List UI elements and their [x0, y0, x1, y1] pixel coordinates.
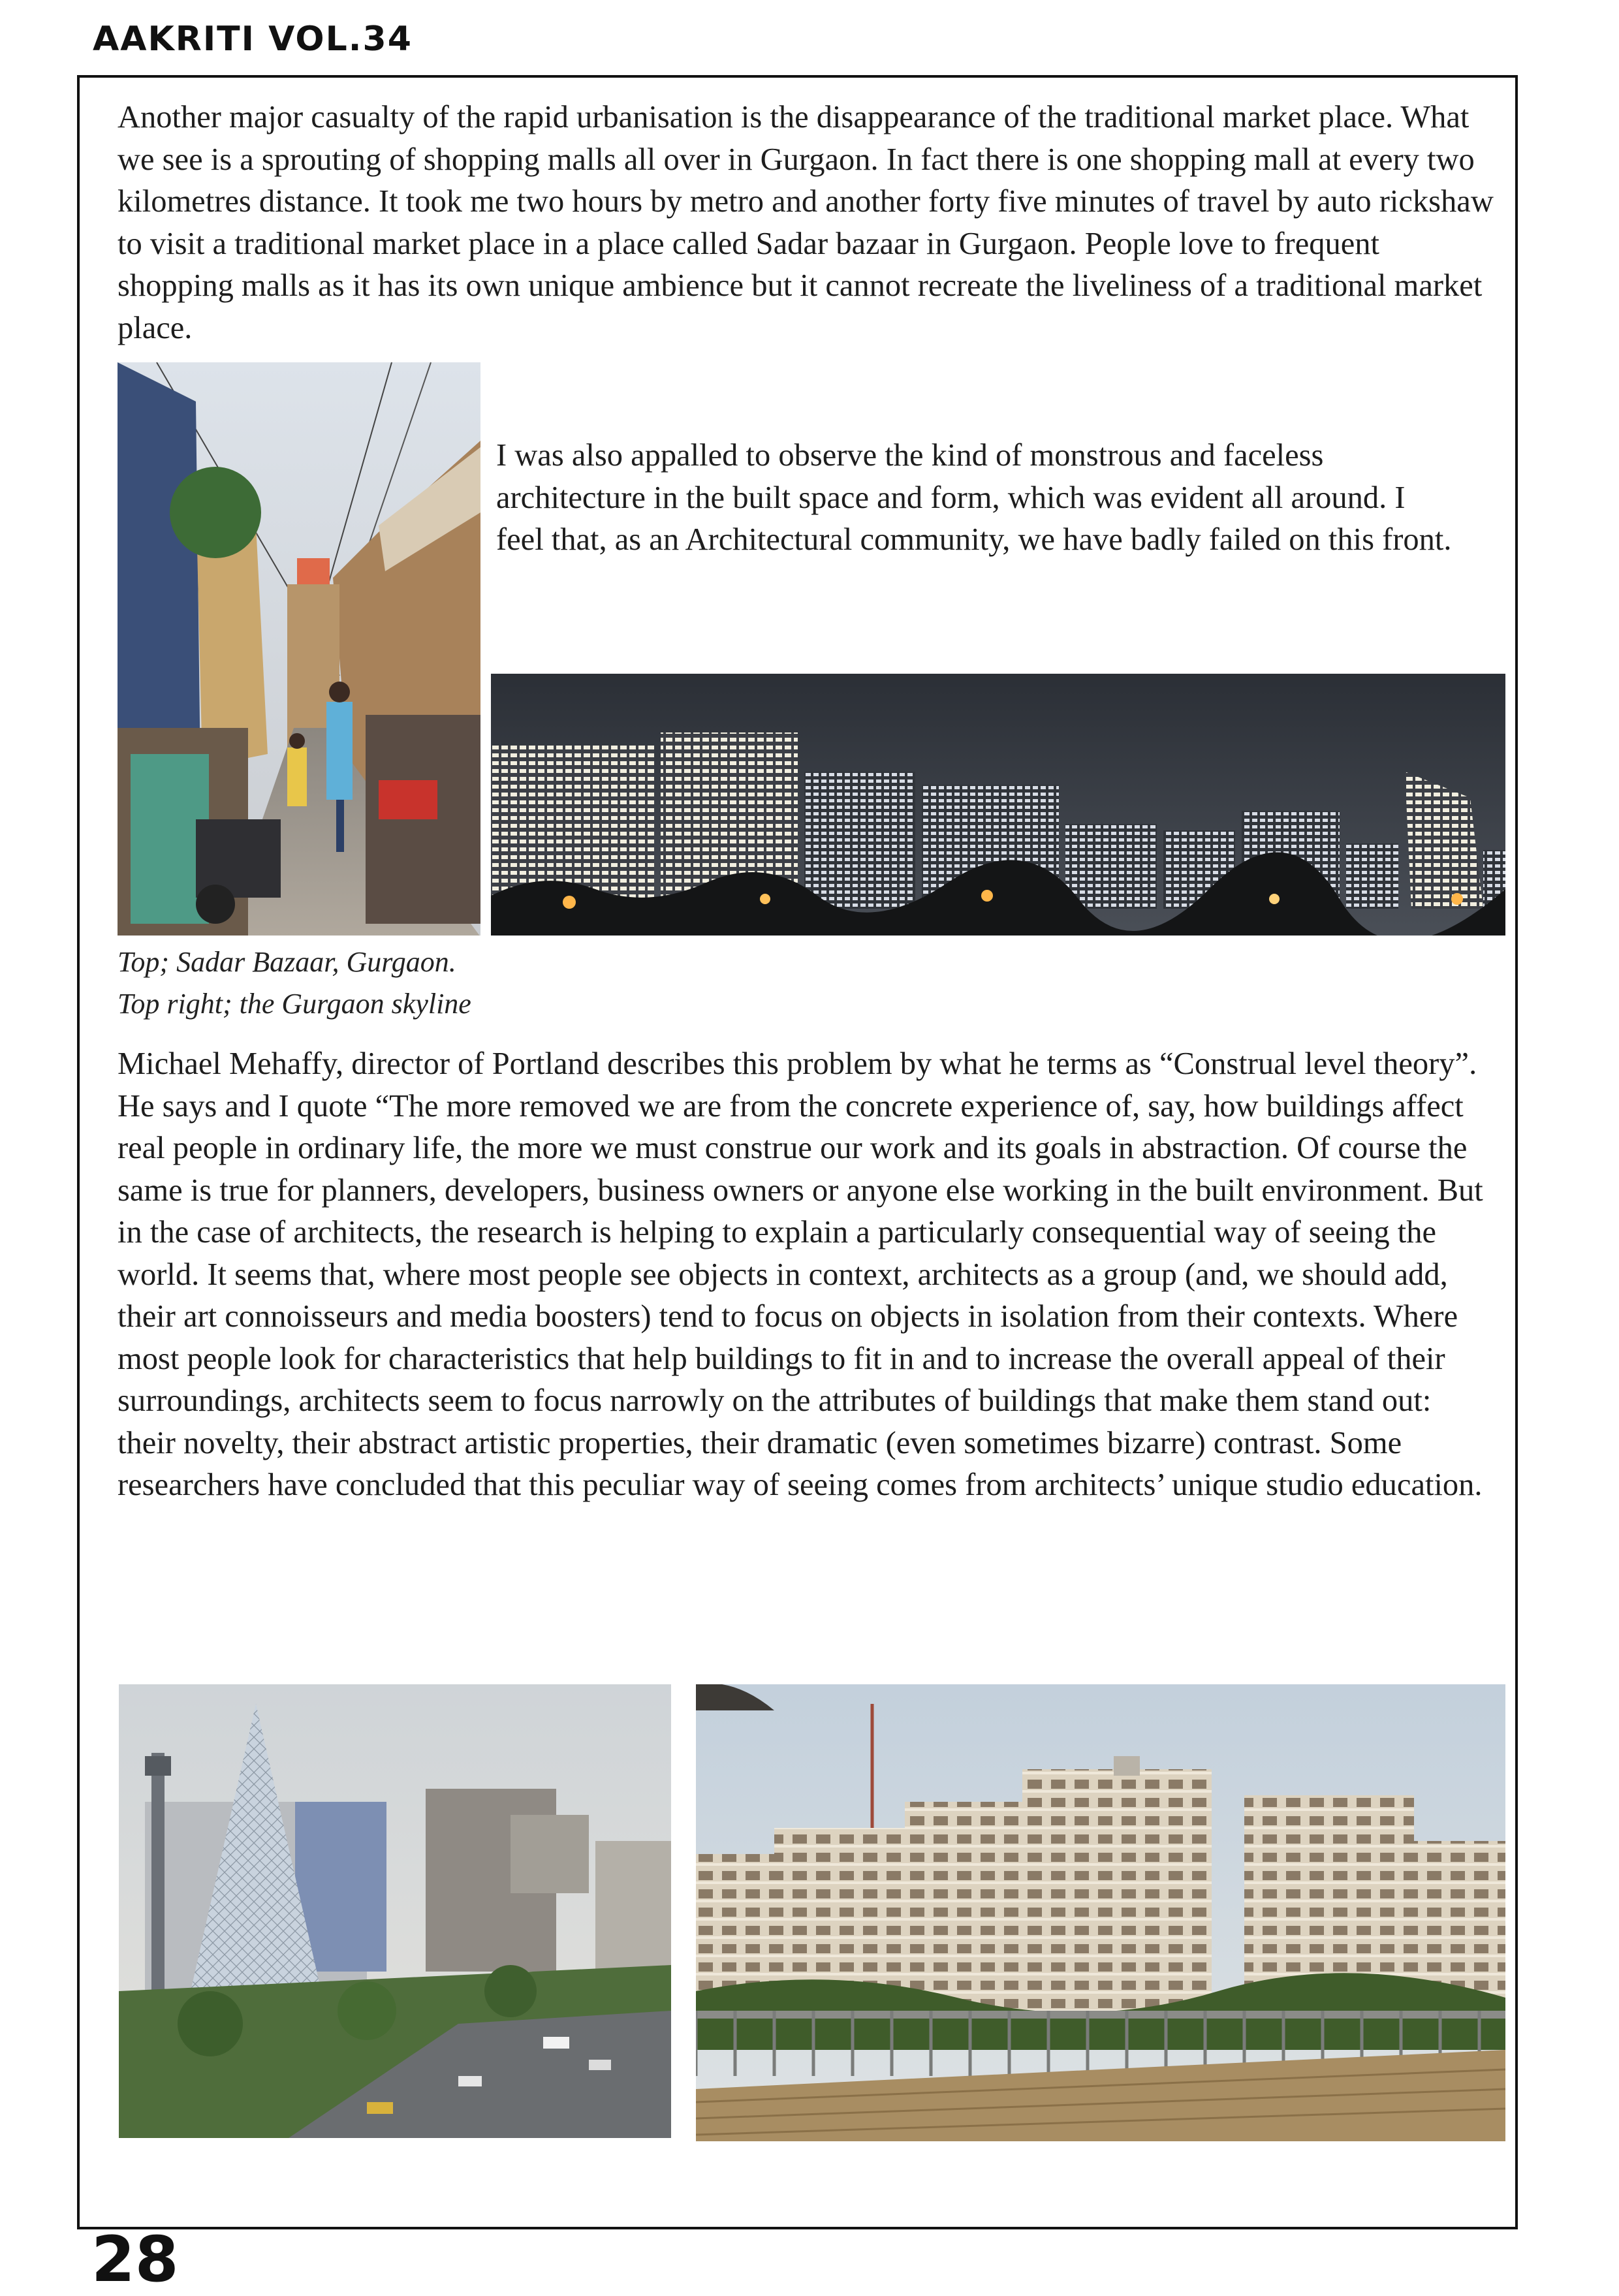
page-number: 28	[91, 2223, 179, 2296]
photo-sadar-bazaar	[118, 362, 480, 936]
magazine-title: AAKRITI VOL.34	[93, 20, 413, 59]
paragraph-market-place: Another major casualty of the rapid urbanisation is the disappearance of the traditional market place. What we see is a sprouting of shopping malls all over in Gurgaon. In fact there is one shopping mall at every two kilometres distance. It took me two hours by metro and another forty five minutes of travel by auto rickshaw to visit a traditional market place in a place called Sadar bazaar in Gurgaon. People love to frequent shopping malls as it has its own unique ambience but it cannot recreate the liveliness of a traditional market place.	[118, 100, 1494, 345]
photo-conical-mall	[119, 1684, 671, 2138]
photo-gurgaon-skyline	[491, 674, 1505, 936]
photo-apartment-towers	[696, 1684, 1505, 2141]
photo-caption	[118, 941, 471, 1025]
paragraph-construal-level: Michael Mehaffy, director of Portland describes this problem by what he terms as “Construal level theory”. He says and I quote “The more removed we are from the concrete experience of, say, how buildings affect real people in ordinary life, the more we must construe our work and its goals in abstraction. Of course the same is true for planners, developers, business owners or anyone else working in the built environment. But in the case of architects, the research is helping to explain a particularly consequential way of seeing the world. It seems that, where most people see objects in context, architects as a group (and, we should add, their art connoisseurs and media boosters) tend to focus on objects in isolation from their contexts. Where most people look for characteristics that help buildings to fit in and to increase the overall appeal of their surroundings, architects seem to focus narrowly on the attributes of buildings that make them stand out: their novelty, their abstract artistic properties, their dramatic (even sometimes bizarre) contrast. Some researchers have concluded that this peculiar way of seeing comes from architects’ unique studio education.	[118, 1046, 1483, 1502]
caption-line-1: Top; Sadar Bazaar, Gurgaon.	[118, 946, 456, 978]
caption-line-2: Top right; the Gurgaon skyline	[118, 988, 471, 1020]
paragraph-architecture: I was also appalled to observe the kind of monstrous and faceless architecture in the built space and form, which was evident all around. I feel that, as an Architectural community, we have badly failed on this front.	[496, 438, 1452, 557]
